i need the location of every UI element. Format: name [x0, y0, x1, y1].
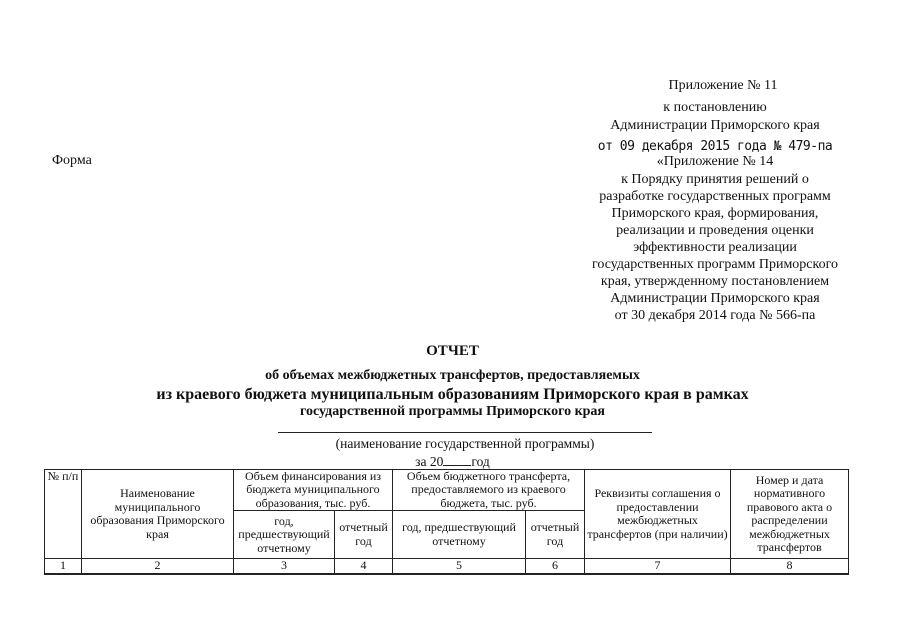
appendix-number: Приложение № 11	[668, 78, 778, 93]
column-number-cell: 3	[234, 559, 335, 574]
program-name-caption: (наименование государственной программы)	[335, 436, 595, 451]
column-number-cell: 6	[526, 559, 585, 574]
report-subtitle-line-1: об объемах межбюджетных трансфертов, предоставляемых	[265, 368, 640, 383]
header-transfer-report-year: отчетный год	[526, 511, 585, 559]
header-group-municipal-funding: Объем финансирования из бюджета муниципального образования, тыс. руб.	[234, 470, 393, 511]
column-number-cell: 2	[82, 559, 234, 574]
report-subtitle-line-3: государственной программы Приморского края	[300, 404, 605, 419]
decree-date-stamp: от 09 декабря 2015 года № 479-па	[597, 139, 833, 154]
header-col-municipality: Наименование муниципального образования Приморского края	[82, 470, 234, 559]
header-line-2: Администрации Приморского края	[610, 118, 820, 133]
header-col-legal-act: Номер и дата нормативного правового акта о распределении межбюджетных трансфертов	[731, 470, 849, 559]
header-line-1: к постановлению	[663, 100, 767, 115]
column-number-row	[45, 559, 849, 574]
header-line-9: эффективности реализации	[633, 240, 797, 255]
year-suffix: год	[471, 454, 490, 469]
report-title: ОТЧЕТ	[426, 343, 479, 359]
header-col-agreement: Реквизиты соглашения о предоставлении межбюджетных трансфертов (при наличии)	[585, 470, 731, 559]
header-line-6: разработке государственных программ	[599, 189, 831, 204]
column-number-cell: 7	[585, 559, 731, 574]
header-line-13: от 30 декабря 2014 года № 566-па	[614, 308, 816, 323]
report-year-line	[0, 453, 905, 470]
header-group-regional-transfer: Объем бюджетного трансферта, предоставляемого из краевого бюджета, тыс. руб.	[393, 470, 585, 511]
header-line-10: государственных программ Приморского	[591, 257, 839, 272]
year-blank	[443, 453, 471, 466]
header-line-5: к Порядку принятия решений о	[621, 172, 809, 187]
header-col-number: № п/п	[45, 470, 82, 559]
column-number-cell: 4	[335, 559, 393, 574]
column-number-cell: 8	[731, 559, 849, 574]
report-table	[44, 469, 849, 575]
program-name-blank-line	[278, 432, 652, 433]
column-number-cell: 5	[393, 559, 526, 574]
header-line-8: реализации и проведения оценки	[616, 223, 814, 238]
header-line-7: Приморского края, формирования,	[611, 206, 819, 221]
header-funding-report-year: отчетный год	[335, 511, 393, 559]
form-label: Форма	[52, 153, 92, 168]
year-prefix: за 20	[415, 454, 444, 469]
header-line-11: края, утвержденному постановлением	[600, 274, 830, 289]
header-funding-prev-year: год, предшествующий отчетному	[234, 511, 335, 559]
header-transfer-prev-year: год, предшествующий отчетному	[393, 511, 526, 559]
report-subtitle-line-2: из краевого бюджета муниципальным образованиям Приморского края в рамках	[156, 386, 749, 403]
column-number-cell: 1	[45, 559, 82, 574]
header-line-4: «Приложение № 14	[656, 154, 774, 169]
header-line-12: Администрации Приморского края	[610, 291, 820, 306]
